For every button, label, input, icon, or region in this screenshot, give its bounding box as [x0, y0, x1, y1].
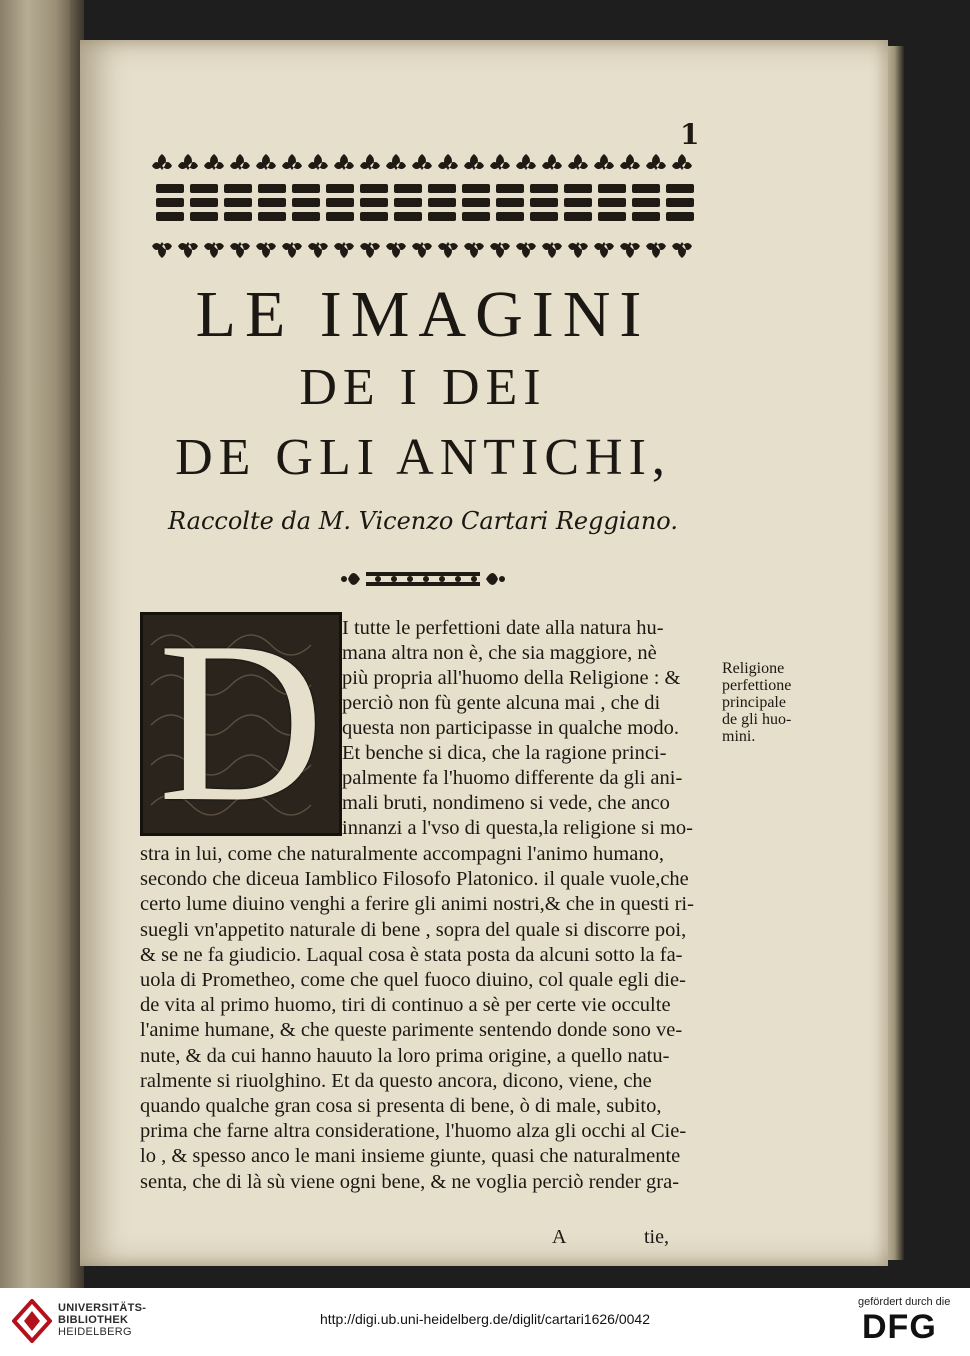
fleuron-mark [360, 154, 380, 170]
text-line: lo , & spesso anco le mani insieme giunte, quasi che naturalmente [140, 1145, 681, 1168]
fleuron-mark [334, 154, 354, 170]
fleuron-mark [646, 242, 666, 258]
fleuron-mark [256, 242, 276, 258]
margin-note [722, 660, 812, 745]
fleuron-mark [594, 242, 614, 258]
ornament-band-mark [258, 184, 286, 193]
library-name-line: HEIDELBERG [58, 1326, 132, 1338]
ornament-band-mark [598, 198, 626, 207]
ornament-band-mark [598, 212, 626, 221]
fleuron-mark [490, 154, 510, 170]
fleuron-mark [204, 154, 224, 170]
ornament-band-mark [258, 212, 286, 221]
fleuron-mark [230, 242, 250, 258]
text-line: prima che farne altra consideratione, l'huomo alza gli occhi al Cie- [140, 1120, 687, 1143]
fleuron-mark [412, 242, 432, 258]
ornament-band-mark [632, 212, 660, 221]
ornament-band-mark [190, 184, 218, 193]
text-line: mana altra non è, che sia maggiore, nè [342, 642, 657, 664]
ornament-band-mark [496, 198, 524, 207]
fleuron-mark [282, 154, 302, 170]
title-line-2: DE I DEI [299, 359, 547, 416]
ornament-band-mark [564, 198, 592, 207]
margin-note-line: principale [722, 694, 786, 711]
ornament-band-mark [360, 212, 388, 221]
title-line-1: LE IMAGINI [195, 278, 651, 351]
fleuron-mark [334, 242, 354, 258]
text-line: quando qualche gran cosa si presenta di bene, ò di male, subito, [140, 1095, 662, 1117]
fleuron-mark [256, 154, 276, 170]
ornament-band-mark [462, 198, 490, 207]
text-line: perciò non fù gente alcuna mai , che di [342, 692, 661, 714]
ornament-band-mark [496, 212, 524, 221]
fleuron-mark [672, 242, 692, 258]
fleuron-mark [490, 242, 510, 258]
fleuron-mark [230, 154, 250, 170]
fleuron-mark [386, 242, 406, 258]
ornament-band-mark [394, 198, 422, 207]
small-fleuron-ornament [338, 564, 508, 594]
fleuron-mark [542, 154, 562, 170]
text-line: stra in lui, come che naturalmente accompagni l'animo humano, [140, 843, 664, 865]
ornament-band-mark [224, 184, 252, 193]
library-name-line: UNIVERSITÄTS- [58, 1302, 147, 1314]
ornament-band-mark [326, 212, 354, 221]
text-line: nute, & da cui hanno hauuto la loro prima origine, a quello natu- [140, 1044, 670, 1067]
fleuron-mark [594, 154, 614, 170]
fleuron-mark [516, 154, 536, 170]
ornament-band-mark [326, 184, 354, 193]
ornament-band-mark [156, 212, 184, 221]
text-line: & se ne fa giudicio. Laqual cosa è stata posta da alcuni sotto la fa- [140, 943, 683, 966]
margin-note-line: Religione [722, 660, 785, 677]
fleuron-mark [204, 242, 224, 258]
page-number: 1 [680, 118, 700, 151]
text-line: mali bruti, nondimeno si vede, che anco [342, 792, 670, 814]
ornament-band-mark [462, 212, 490, 221]
margin-note-line: mini. [722, 728, 756, 745]
text-line: ralmente si riuolghino. Et da questo ancora, dicono, viene, che [140, 1069, 652, 1092]
funded-by-label: gefördert durch die [858, 1296, 951, 1308]
fleuron-mark [308, 154, 328, 170]
initial-letter: D [157, 594, 325, 849]
ornament-band-mark [190, 212, 218, 221]
fleuron-mark [282, 242, 302, 258]
fleuron-mark [152, 154, 172, 170]
fleuron-mark [516, 242, 536, 258]
permalink-url[interactable]: http://digi.ub.uni-heidelberg.de/diglit/cartari1626/0042 [319, 1311, 650, 1327]
fleuron-mark [412, 154, 432, 170]
text-line: secondo che diceua Iamblico Filosofo Platonico. il quale vuole,che [140, 868, 689, 891]
ornament-band-mark [156, 184, 184, 193]
ornament-band-mark [258, 198, 286, 207]
ornament-band-mark [360, 184, 388, 193]
ornament-band-mark [428, 212, 456, 221]
ornament-band-mark [326, 198, 354, 207]
fleuron-mark [464, 242, 484, 258]
signature-mark: A [552, 1226, 567, 1248]
fleuron-mark [178, 154, 198, 170]
fleuron-mark [568, 154, 588, 170]
text-line: I tutte le perfettioni date alla natura hu- [342, 617, 664, 639]
text-line: questa non participasse in qualche modo. [342, 717, 680, 739]
ornament-band-mark [292, 198, 320, 207]
text-line: uola di Prometheo, come che quel fuoco diuino, col quale egli die- [140, 969, 686, 991]
fleuron-mark [568, 242, 588, 258]
ornament-band-mark [666, 198, 694, 207]
fleuron-mark [386, 154, 406, 170]
dfg-logo[interactable]: DFG [862, 1308, 937, 1346]
text-line: senta, che di là sù viene ogni bene, & ne voglia perciò render gra- [140, 1170, 680, 1193]
ornament-band-mark [292, 184, 320, 193]
ornament-band-mark [224, 198, 252, 207]
left-page-edge [0, 0, 78, 1288]
ornament-band-mark [530, 212, 558, 221]
fleuron-mark [438, 154, 458, 170]
ornament-band-mark [156, 198, 184, 207]
ornament-band-mark [564, 184, 592, 193]
library-name-line: BIBLIOTHEK [58, 1314, 129, 1326]
ornament-band-mark [428, 184, 456, 193]
text-line: Et benche si dica, che la ragione princi- [342, 742, 667, 764]
ornament-band-mark [394, 212, 422, 221]
fleuron-border-ornament [150, 150, 694, 262]
fleuron-mark [360, 242, 380, 258]
fleuron-mark [178, 242, 198, 258]
text-line: l'anime humane, & che queste parimente sentendo donde sono ve- [140, 1019, 683, 1042]
ornament-band-mark [394, 184, 422, 193]
ornament-band-mark [224, 212, 252, 221]
ornament-band-mark [632, 184, 660, 193]
text-line: più propria all'huomo della Religione : & [342, 667, 681, 689]
text-line: innanzi a l'vso di questa,la religione si mo- [342, 817, 693, 839]
ornament-band-mark [428, 198, 456, 207]
ornament-band-mark [530, 184, 558, 193]
fleuron-mark [438, 242, 458, 258]
ornament-band-mark [598, 184, 626, 193]
text-line: certo lume diuino venghi a ferire gli animi nostri,& che in questi ri- [140, 893, 694, 916]
fleuron-mark [620, 242, 640, 258]
ornament-band-mark [632, 198, 660, 207]
ornament-band-mark [530, 198, 558, 207]
ornament-band-mark [496, 184, 524, 193]
fleuron-mark [464, 154, 484, 170]
margin-note-line: de gli huo- [722, 711, 792, 728]
ornament-band-mark [564, 212, 592, 221]
margin-note-line: perfettione [722, 677, 792, 694]
decorated-initial [140, 594, 342, 849]
text-line: suegli vn'appetito naturale di bene , sopra del quale si discorre poi, [140, 918, 687, 941]
ornament-band-mark [360, 198, 388, 207]
fleuron-mark [646, 154, 666, 170]
text-line: de vita al primo huomo, tiri di continuo a sè per certe vie occulte [140, 994, 671, 1017]
fleuron-mark [672, 154, 692, 170]
subtitle: Raccolte da M. Vicenzo Cartari Reggiano. [168, 507, 678, 535]
ornament-band-mark [666, 212, 694, 221]
ornament-band-mark [190, 198, 218, 207]
ornament-band-mark [666, 184, 694, 193]
fleuron-mark [308, 242, 328, 258]
viewer-footer [0, 1288, 970, 1356]
title-line-3: DE GLI ANTICHI, [175, 429, 671, 486]
fleuron-mark [152, 242, 172, 258]
fleuron-mark [620, 154, 640, 170]
catchword: tie, [644, 1226, 669, 1248]
fleuron-mark [542, 242, 562, 258]
ornament-band-mark [292, 212, 320, 221]
ornament-band-mark [462, 184, 490, 193]
text-line: palmente fa l'huomo differente da gli ani- [342, 767, 683, 789]
